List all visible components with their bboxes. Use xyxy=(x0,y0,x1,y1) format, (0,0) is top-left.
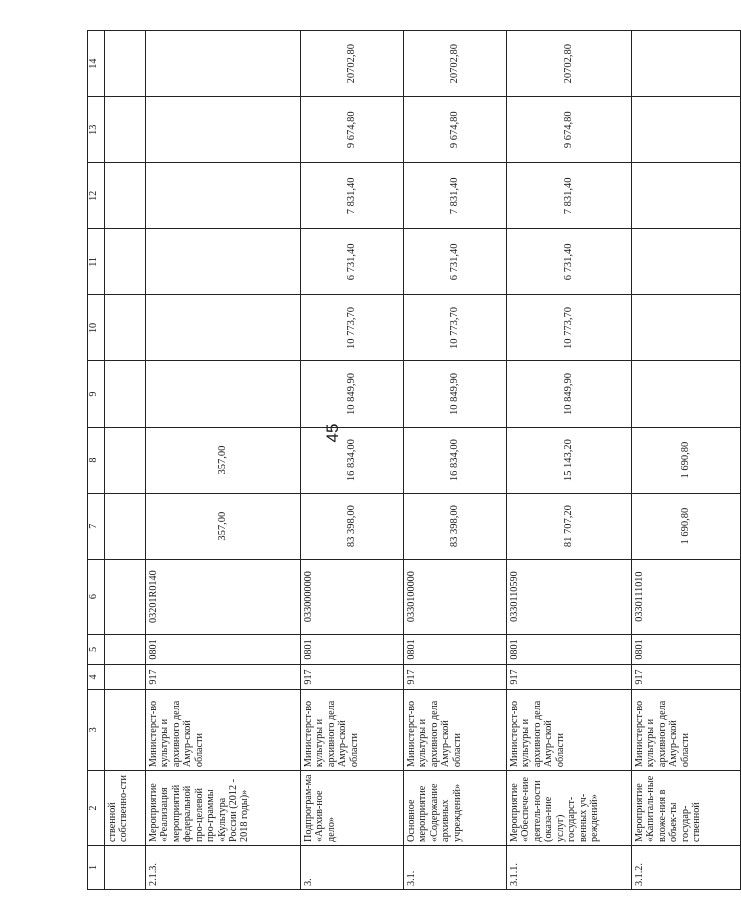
col-header-12: 12 xyxy=(88,163,105,229)
cell-v12 xyxy=(146,163,301,229)
col-header-6: 6 xyxy=(88,559,105,634)
cell-num: 2.1.3. xyxy=(146,845,301,889)
col-header-10: 10 xyxy=(88,295,105,361)
cell-v8: 357,00 xyxy=(146,427,301,493)
cell-grbs: 917 xyxy=(301,665,404,689)
cell-grbs xyxy=(105,665,146,689)
cell-v7: 83 398,00 xyxy=(301,493,404,559)
table-row xyxy=(507,31,632,890)
header-row xyxy=(88,31,105,890)
cell-v14 xyxy=(632,31,741,97)
cell-executor xyxy=(105,689,146,770)
cell-v12: 7 831,40 xyxy=(507,163,632,229)
cell-v9 xyxy=(105,361,146,427)
cell-rzpr: 0801 xyxy=(146,634,301,665)
cell-v7: 81 707,20 xyxy=(507,493,632,559)
cell-grbs: 917 xyxy=(146,665,301,689)
cell-num: 3.1. xyxy=(404,845,507,889)
cell-rzpr: 0801 xyxy=(404,634,507,665)
cell-csr: 03201R0140 xyxy=(146,559,301,634)
cell-v11: 6 731,40 xyxy=(404,229,507,295)
cell-v10 xyxy=(632,295,741,361)
col-header-14: 14 xyxy=(88,31,105,97)
cell-v14: 20702,80 xyxy=(404,31,507,97)
cell-v9: 10 849,90 xyxy=(301,361,404,427)
col-header-9: 9 xyxy=(88,361,105,427)
cell-v13 xyxy=(105,97,146,163)
cell-v10: 10 773,70 xyxy=(301,295,404,361)
col-header-11: 11 xyxy=(88,229,105,295)
cell-executor: Министерст-во культуры и архивного дела Амур-ской области xyxy=(404,689,507,770)
cell-v9: 10 849,90 xyxy=(404,361,507,427)
col-header-2: 2 xyxy=(88,771,105,846)
cell-v11: 6 731,40 xyxy=(301,229,404,295)
cell-v12: 7 831,40 xyxy=(301,163,404,229)
cell-executor: Министерст-во культуры и архивного дела Амур-ской области xyxy=(146,689,301,770)
cell-v13: 9 674,80 xyxy=(507,97,632,163)
cell-name: Мероприятие «Реализация мероприятий федеральной про-целевой про-граммы «Культура России (2012 - 2018 годы)» xyxy=(146,771,301,846)
cell-v7 xyxy=(105,493,146,559)
cell-v14 xyxy=(105,31,146,97)
cell-v14 xyxy=(146,31,301,97)
cell-v9: 10 849,90 xyxy=(507,361,632,427)
cell-v10 xyxy=(146,295,301,361)
cell-csr: 0330110590 xyxy=(507,559,632,634)
cell-v11: 6 731,40 xyxy=(507,229,632,295)
cell-v12: 7 831,40 xyxy=(404,163,507,229)
cell-v12 xyxy=(105,163,146,229)
cell-v8: 1 690,80 xyxy=(632,427,741,493)
cell-name: Подпрограм-ма «Архив-ное дело» xyxy=(301,771,404,846)
cell-v9 xyxy=(632,361,741,427)
cell-v13 xyxy=(146,97,301,163)
cell-v7: 357,00 xyxy=(146,493,301,559)
cell-v12 xyxy=(632,163,741,229)
cell-executor: Министерст-во культуры и архивного дела Амур-ской области xyxy=(301,689,404,770)
table-body xyxy=(146,31,741,890)
col-header-8: 8 xyxy=(88,427,105,493)
cell-csr: 0330000000 xyxy=(301,559,404,634)
cell-rzpr: 0801 xyxy=(632,634,741,665)
col-header-1: 1 xyxy=(88,845,105,889)
cell-v8: 15 143,20 xyxy=(507,427,632,493)
cell-v8 xyxy=(105,427,146,493)
col-header-3: 3 xyxy=(88,689,105,770)
table-row xyxy=(146,31,301,890)
cell-v14: 20702,80 xyxy=(507,31,632,97)
cell-v13: 9 674,80 xyxy=(301,97,404,163)
cell-v7: 1 690,80 xyxy=(632,493,741,559)
cell-csr: 0330100000 xyxy=(404,559,507,634)
cell-name: Мероприятие «Капиталь-ные вложе-ния в объек-ты государ-ственной xyxy=(632,771,741,846)
cell-rzpr xyxy=(105,634,146,665)
cell-executor: Министерст-во культуры и архивного дела Амур-ской области xyxy=(507,689,632,770)
col-header-4: 4 xyxy=(88,665,105,689)
cell-v13: 9 674,80 xyxy=(404,97,507,163)
cell-v10: 10 773,70 xyxy=(507,295,632,361)
cell-name: Мероприятие «Обеспече-ние деятель-ности (оказа-ние услуг) государст-венных уч-реждений» xyxy=(507,771,632,846)
col-header-5: 5 xyxy=(88,634,105,665)
page-number: 45 xyxy=(323,423,342,443)
cell-num: 3.1.1. xyxy=(507,845,632,889)
cell-v11 xyxy=(105,229,146,295)
cell-v9 xyxy=(146,361,301,427)
budget-table xyxy=(87,30,741,890)
cell-name: ственной собственно-сти xyxy=(105,771,146,846)
cell-v8: 16 834,00 xyxy=(404,427,507,493)
cell-v10: 10 773,70 xyxy=(404,295,507,361)
cell-v8: 16 834,00 xyxy=(301,427,404,493)
cell-csr xyxy=(105,559,146,634)
cell-v7: 83 398,00 xyxy=(404,493,507,559)
cell-executor: Министерст-во культуры и архивного дела Амур-ской области xyxy=(632,689,741,770)
cell-v10 xyxy=(105,295,146,361)
cell-num: 3.1.2. xyxy=(632,845,741,889)
table-row xyxy=(404,31,507,890)
col-header-7: 7 xyxy=(88,493,105,559)
cell-rzpr: 0801 xyxy=(301,634,404,665)
continuation-row xyxy=(105,31,146,890)
table-row xyxy=(301,31,404,890)
cell-v11 xyxy=(146,229,301,295)
cell-name: Основное мероприятие «Содержание архивных учреждений» xyxy=(404,771,507,846)
cell-csr: 0330111010 xyxy=(632,559,741,634)
cell-rzpr: 0801 xyxy=(507,634,632,665)
rotated-table-wrapper xyxy=(87,30,703,890)
cell-grbs: 917 xyxy=(404,665,507,689)
col-header-13: 13 xyxy=(88,97,105,163)
cell-num xyxy=(105,845,146,889)
cell-v13 xyxy=(632,97,741,163)
cell-v11 xyxy=(632,229,741,295)
cell-grbs: 917 xyxy=(632,665,741,689)
cell-v14: 20702,80 xyxy=(301,31,404,97)
table-row xyxy=(632,31,741,890)
cell-grbs: 917 xyxy=(507,665,632,689)
cell-num: 3. xyxy=(301,845,404,889)
